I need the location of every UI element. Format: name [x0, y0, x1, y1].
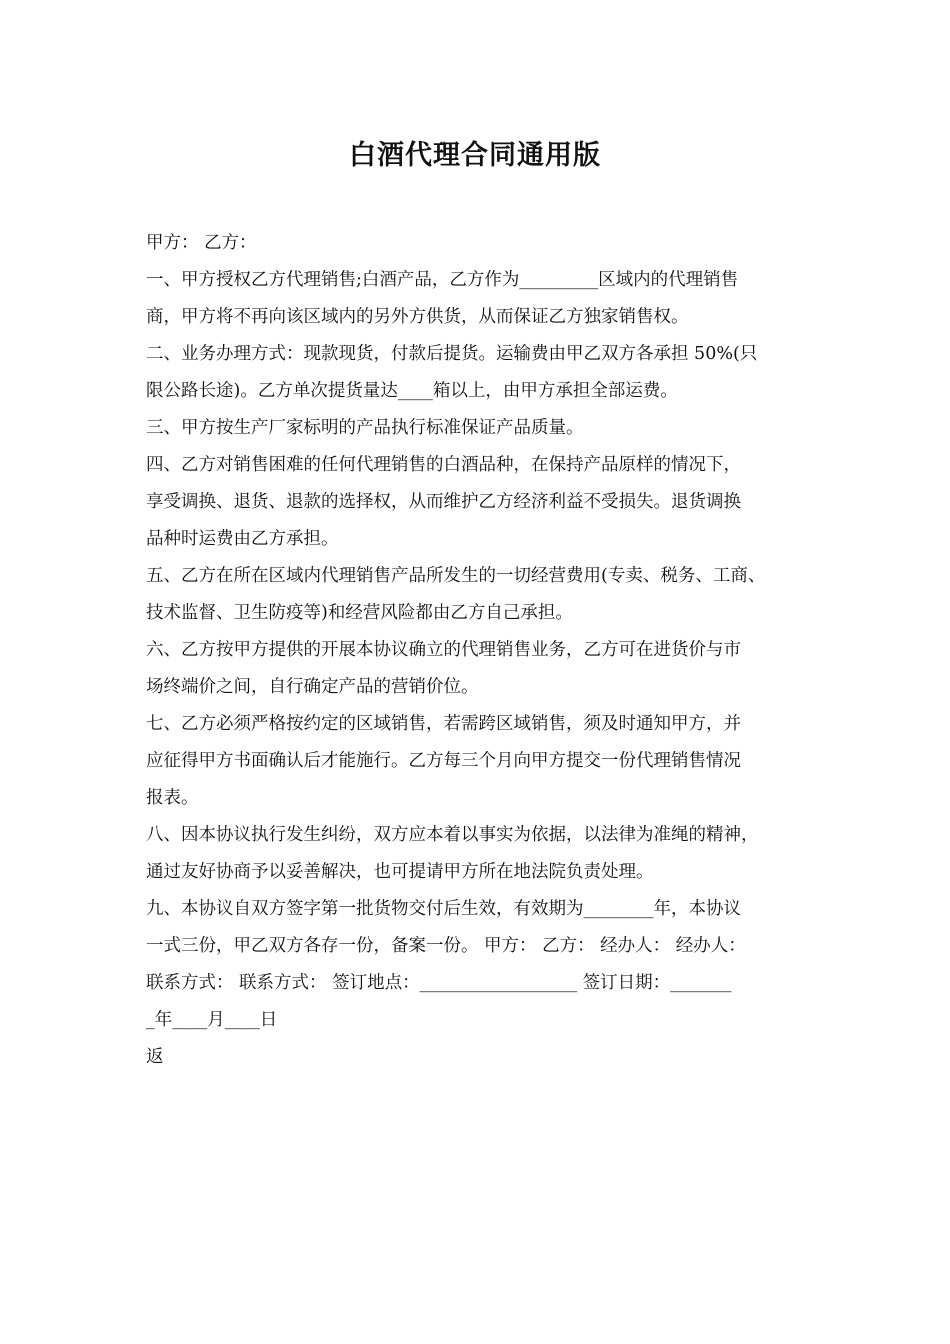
clause-7-line-3: 报表。 [146, 788, 199, 808]
party-line: 甲方： 乙方： [146, 233, 257, 253]
clause-1-line-1: 一、甲方授权乙方代理销售;白酒产品，乙方作为_________区域内的代理销售 [146, 270, 739, 290]
contract-body [146, 225, 828, 1076]
clause-7-line-2: 应征得甲方书面确认后才能施行。乙方每三个月向甲方提交一份代理销售情况 [146, 751, 741, 771]
document-title: 白酒代理合同通用版 [349, 140, 601, 171]
clause-9-line-1: 九、本协议自双方签字第一批货物交付后生效，有效期为________年，本协议 [146, 899, 741, 919]
clause-6-line-1: 六、乙方按甲方提供的开展本协议确立的代理销售业务，乙方可在进货价与市 [146, 640, 741, 660]
clause-4-line-2: 享受调换、退货、退款的选择权，从而维护乙方经济利益不受损失。退货调换 [146, 492, 741, 512]
clause-3-line-1: 三、甲方按生产厂家标明的产品执行标准保证产品质量。 [146, 418, 584, 438]
clause-5-line-2: 技术监督、卫生防疫等)和经营风险都由乙方自己承担。 [146, 603, 573, 623]
trailing-text: 返 [146, 1047, 164, 1067]
clause-5-line-1: 五、乙方在所在区域内代理销售产品所发生的一切经营费用(专卖、税务、工商、 [146, 566, 766, 586]
clause-4-line-3: 品种时运费由乙方承担。 [146, 529, 339, 549]
clause-1-line-2: 商，甲方将不再向该区域内的另外方供货，从而保证乙方独家销售权。 [146, 307, 689, 327]
clause-2-line-2: 限公路长途)。乙方单次提货量达____箱以上，由甲方承担全部运费。 [146, 381, 678, 401]
clause-7-line-1: 七、乙方必须严格按约定的区域销售，若需跨区域销售，须及时通知甲方，并 [146, 714, 741, 734]
clause-9-line-2: 一式三份，甲乙双方各存一份，备案一份。 甲方： 乙方： 经办人： 经办人： [146, 936, 746, 956]
signature-line: 联系方式： 联系方式： 签订地点：__________________ 签订日期：_______ [146, 973, 732, 993]
clause-6-line-2: 场终端价之间，自行确定产品的营销价位。 [146, 677, 479, 697]
clause-4-line-1: 四、乙方对销售困难的任何代理销售的白酒品种，在保持产品原样的情况下， [146, 455, 741, 475]
clause-2-line-1: 二、业务办理方式：现款现货，付款后提货。运输费由甲乙双方各承担 50%(只 [146, 344, 758, 364]
date-line: _年____月____日 [146, 1010, 278, 1030]
clause-8-line-2: 通过友好协商予以妥善解决，也可提请甲方所在地法院负责处理。 [146, 862, 654, 882]
clause-8-line-1: 八、因本协议执行发生纠纷，双方应本着以事实为依据，以法律为准绳的精神， [146, 825, 759, 845]
